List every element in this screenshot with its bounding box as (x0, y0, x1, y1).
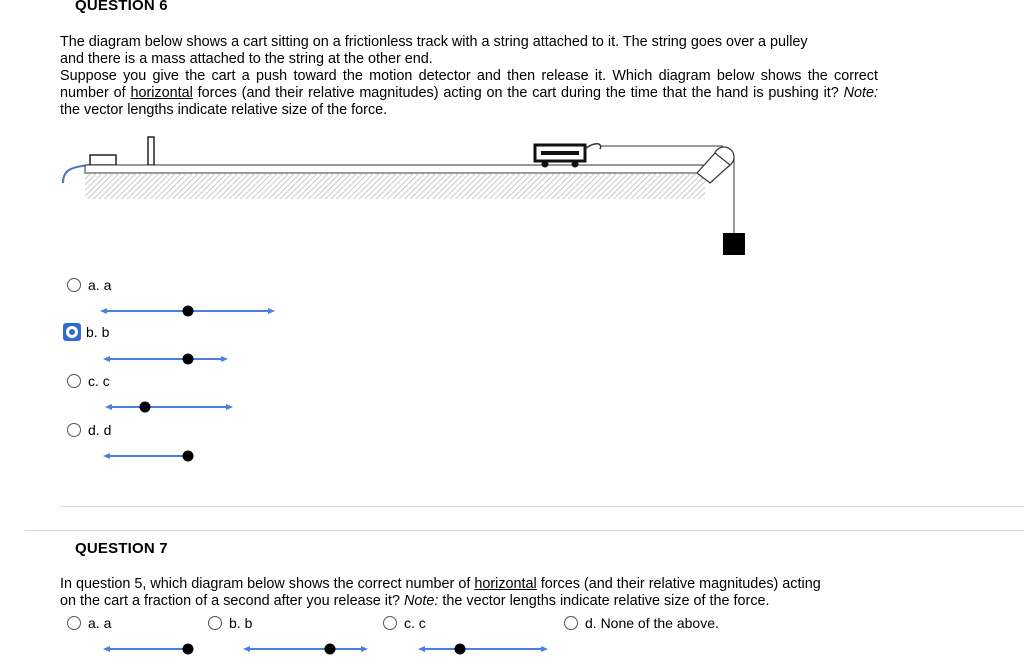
separator (60, 506, 1024, 507)
cart-dot (325, 644, 336, 655)
q7-line1-part2: forces (and their relative magnitudes) acting (536, 576, 821, 592)
arrowhead-left (243, 646, 250, 652)
q6-option-d[interactable] (67, 422, 111, 438)
q7-option-c-vector-diagram (418, 643, 558, 655)
q6-option-d-label: d. d (88, 422, 112, 438)
q6-p2-part2: forces (and their relative magnitudes) acting on the cart during the time that the hand is pushing it? (192, 85, 844, 101)
q7-note-text: the vector lengths indicate relative size of the force. (438, 593, 770, 609)
q6-option-c-label: c. c (88, 373, 110, 389)
q6-p2-part1: Suppose you give the cart a push toward the motion detector and then release it. Which diagram below shows the correct number of (60, 68, 878, 101)
q7-option-b[interactable] (208, 615, 252, 631)
cart-stripe (541, 151, 579, 155)
q7-option-c[interactable] (383, 615, 426, 631)
q6-option-b[interactable] (63, 323, 109, 341)
q7-option-d-radio[interactable] (564, 616, 578, 630)
q6-option-c[interactable] (67, 373, 110, 389)
arrowhead-left (100, 308, 107, 314)
ground-hatch (85, 173, 705, 199)
q6-option-a[interactable] (67, 277, 111, 293)
q6-option-b-label: b. b (86, 324, 110, 340)
q6-p1-line2: and there is a mass attached to the string at the other end. (60, 51, 433, 67)
q6-p1-line1: The diagram below shows a cart sitting on a frictionless track with a string attached to it. The string goes over a pulley (60, 34, 808, 50)
q7-option-d[interactable] (564, 615, 719, 631)
cart-dot (183, 354, 194, 365)
q6-paragraph-2 (60, 68, 878, 119)
q7-option-c-radio[interactable] (383, 616, 397, 630)
q7-option-a-radio[interactable] (67, 616, 81, 630)
q7-option-b-vector-diagram (243, 643, 373, 655)
arrowhead-left (105, 404, 112, 410)
q7-option-a-label: a. a (88, 615, 112, 631)
q7-option-a-vector-diagram (103, 643, 203, 655)
question-6-text (60, 34, 878, 119)
q7-option-b-label: b. b (229, 615, 253, 631)
q6-option-a-label: a. a (88, 277, 112, 293)
q7-line2-part1: on the cart a fraction of a second after you release it? (60, 593, 404, 609)
q7-line1-part1: In question 5, which diagram below shows the correct number of (60, 576, 475, 592)
q7-underlined-horizontal: horizontal (474, 576, 537, 592)
q6-option-d-radio[interactable] (67, 423, 81, 437)
q7-option-d-label: d. None of the above. (585, 615, 719, 631)
q6-note-label: Note: (843, 85, 878, 101)
arrowhead-right (221, 356, 228, 362)
q6-option-a-radio[interactable] (67, 278, 81, 292)
q7-option-c-label: c. c (404, 615, 426, 631)
cart-dot (140, 402, 151, 413)
arrowhead-right (226, 404, 233, 410)
hanging-mass (723, 233, 745, 255)
cart-dot (183, 306, 194, 317)
arrowhead-left (103, 356, 110, 362)
arrowhead-right (268, 308, 275, 314)
q6-underlined-horizontal: horizontal (130, 85, 193, 101)
question-7-title: QUESTION 7 (75, 540, 168, 557)
q6-note-text: the vector lengths indicate relative size of the force. (60, 102, 388, 118)
track (85, 165, 705, 173)
cart-dot (183, 451, 194, 462)
question-6-title: QUESTION 6 (75, 0, 168, 14)
question-7-text (60, 576, 920, 610)
q6-option-c-vector-diagram (105, 401, 245, 413)
arrowhead-right (541, 646, 548, 652)
q6-option-b-radio-selected[interactable] (63, 323, 81, 341)
end-stop (148, 137, 154, 165)
cart-dot (455, 644, 466, 655)
q6-option-d-vector-diagram (103, 450, 203, 462)
q7-note-label: Note: (403, 593, 439, 609)
q7-option-a[interactable] (67, 615, 111, 631)
arrowhead-right (361, 646, 368, 652)
q6-option-b-vector-diagram (103, 353, 243, 365)
cart-wheel-right (572, 161, 579, 168)
arrowhead-left (103, 453, 110, 459)
cart-track-diagram (55, 135, 755, 265)
arrowhead-left (103, 646, 110, 652)
arrowhead-left (418, 646, 425, 652)
q6-option-a-vector-diagram (100, 305, 280, 317)
string-hook (585, 144, 601, 149)
cart-dot (183, 644, 194, 655)
motion-detector (90, 155, 116, 165)
q7-option-b-radio[interactable] (208, 616, 222, 630)
question-separator (25, 530, 1024, 531)
q6-option-c-radio[interactable] (67, 374, 81, 388)
q6-paragraph-1 (60, 34, 878, 68)
cart-wheel-left (542, 161, 549, 168)
